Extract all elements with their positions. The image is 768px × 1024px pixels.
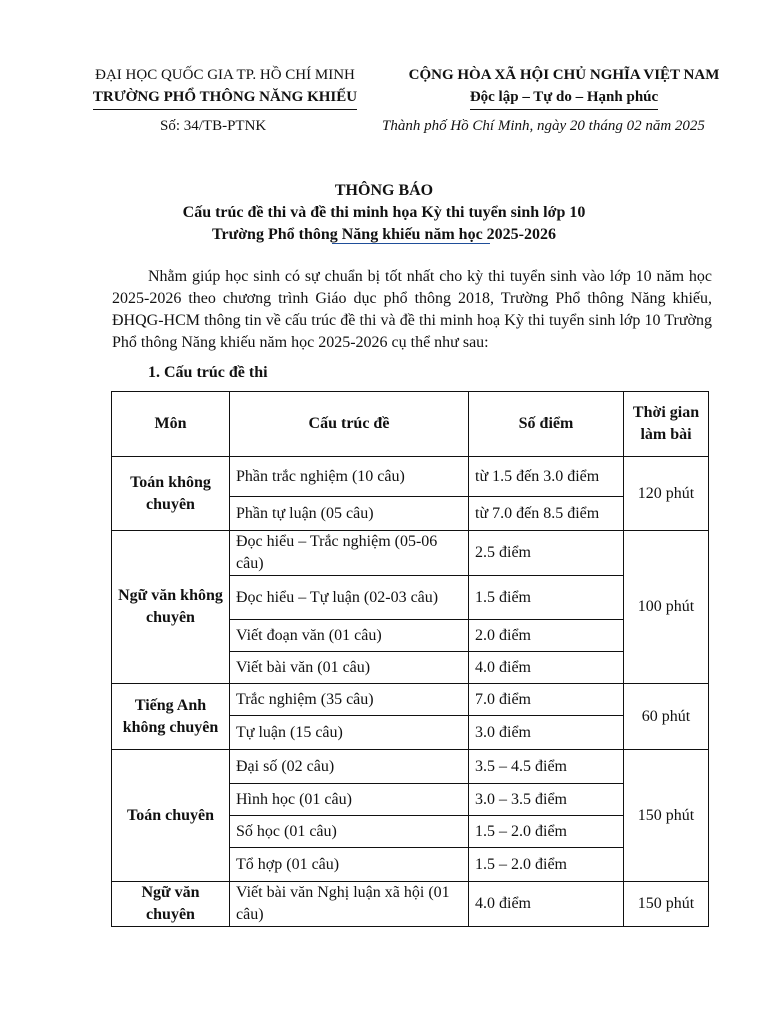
- document-subtitle-1: Cấu trúc đề thi và đề thi minh họa Kỳ thi tuyển sinh lớp 10: [182, 204, 586, 221]
- document-subtitle-2: Trường Phổ thông Năng khiếu năm học 2025-2026: [212, 226, 556, 243]
- time-cell: 100 phút: [624, 531, 709, 684]
- structure-cell: Trắc nghiệm (35 câu): [230, 684, 469, 716]
- structure-cell: Đại số (02 câu): [230, 750, 469, 784]
- score-cell: 3.5 – 4.5 điểm: [469, 750, 624, 784]
- section-heading-1: 1. Cấu trúc đề thi: [148, 364, 268, 381]
- header-time: Thời gian làm bài: [624, 392, 709, 457]
- score-cell: 1.5 điểm: [469, 576, 624, 620]
- issuer-block: [60, 64, 390, 110]
- table-row: [112, 882, 709, 927]
- structure-cell: Tổ hợp (01 câu): [230, 848, 469, 882]
- national-name: CỘNG HÒA XÃ HỘI CHỦ NGHĨA VIỆT NAM: [408, 67, 720, 83]
- structure-cell: Tự luận (15 câu): [230, 716, 469, 750]
- table-row: [112, 531, 709, 576]
- national-motto: Độc lập – Tự do – Hạnh phúc: [470, 86, 658, 110]
- score-cell: 3.0 – 3.5 điểm: [469, 784, 624, 816]
- title-divider: [332, 243, 490, 244]
- structure-cell: Viết bài văn Nghị luận xã hội (01 câu): [230, 882, 469, 927]
- time-cell: 150 phút: [624, 882, 709, 927]
- header-structure: Cấu trúc đề: [230, 392, 469, 457]
- structure-cell: Hình học (01 câu): [230, 784, 469, 816]
- header-score: Số điểm: [469, 392, 624, 457]
- table-row: [112, 457, 709, 497]
- subject-cell: Tiếng Anh không chuyên: [112, 684, 230, 750]
- structure-cell: Viết bài văn (01 câu): [230, 652, 469, 684]
- score-cell: 4.0 điểm: [469, 652, 624, 684]
- table-row: [112, 684, 709, 716]
- structure-cell: Đọc hiểu – Tự luận (02-03 câu): [230, 576, 469, 620]
- document-number: Số: 34/TB-PTNK: [160, 118, 267, 134]
- score-cell: từ 1.5 đến 3.0 điểm: [469, 457, 624, 497]
- structure-cell: Phần trắc nghiệm (10 câu): [230, 457, 469, 497]
- issuer-university: ĐẠI HỌC QUỐC GIA TP. HỒ CHÍ MINH: [95, 67, 355, 83]
- time-cell: 150 phút: [624, 750, 709, 882]
- score-cell: 1.5 – 2.0 điểm: [469, 848, 624, 882]
- score-cell: từ 7.0 đến 8.5 điểm: [469, 497, 624, 531]
- exam-structure-table: [111, 391, 709, 927]
- issuer-school: TRƯỜNG PHỔ THÔNG NĂNG KHIẾU: [93, 86, 357, 110]
- structure-cell: Số học (01 câu): [230, 816, 469, 848]
- national-motto-block: [380, 64, 748, 110]
- score-cell: 2.0 điểm: [469, 620, 624, 652]
- subject-cell: Ngữ văn không chuyên: [112, 531, 230, 684]
- intro-paragraph: Nhằm giúp học sinh có sự chuẩn bị tốt nhất cho kỳ thi tuyển sinh vào lớp 10 năm học 2025-2026 theo chương trình Giáo dục phổ thông 2018, Trường Phổ thông Năng khiếu, ĐHQG-HCM thông tin về cấu trúc đề thi và đề thi minh hoạ Kỳ thi tuyển sinh lớp 10 Trường Phổ thông Năng khiếu năm học 2025-2026 cụ thể như sau:: [112, 268, 712, 351]
- structure-cell: Phần tự luận (05 câu): [230, 497, 469, 531]
- score-cell: 4.0 điểm: [469, 882, 624, 927]
- table-header-row: [112, 392, 709, 457]
- table-row: [112, 750, 709, 784]
- score-cell: 7.0 điểm: [469, 684, 624, 716]
- structure-cell: Đọc hiểu – Trắc nghiệm (05-06 câu): [230, 531, 469, 576]
- structure-cell: Viết đoạn văn (01 câu): [230, 620, 469, 652]
- score-cell: 3.0 điểm: [469, 716, 624, 750]
- subject-cell: Toán không chuyên: [112, 457, 230, 531]
- score-cell: 2.5 điểm: [469, 531, 624, 576]
- subject-cell: Toán chuyên: [112, 750, 230, 882]
- score-cell: 1.5 – 2.0 điểm: [469, 816, 624, 848]
- header-subject: Môn: [112, 392, 230, 457]
- time-cell: 60 phút: [624, 684, 709, 750]
- document-title: THÔNG BÁO: [334, 182, 434, 199]
- subject-cell: Ngữ văn chuyên: [112, 882, 230, 927]
- time-cell: 120 phút: [624, 457, 709, 531]
- place-date: Thành phố Hồ Chí Minh, ngày 20 tháng 02 năm 2025: [382, 118, 705, 134]
